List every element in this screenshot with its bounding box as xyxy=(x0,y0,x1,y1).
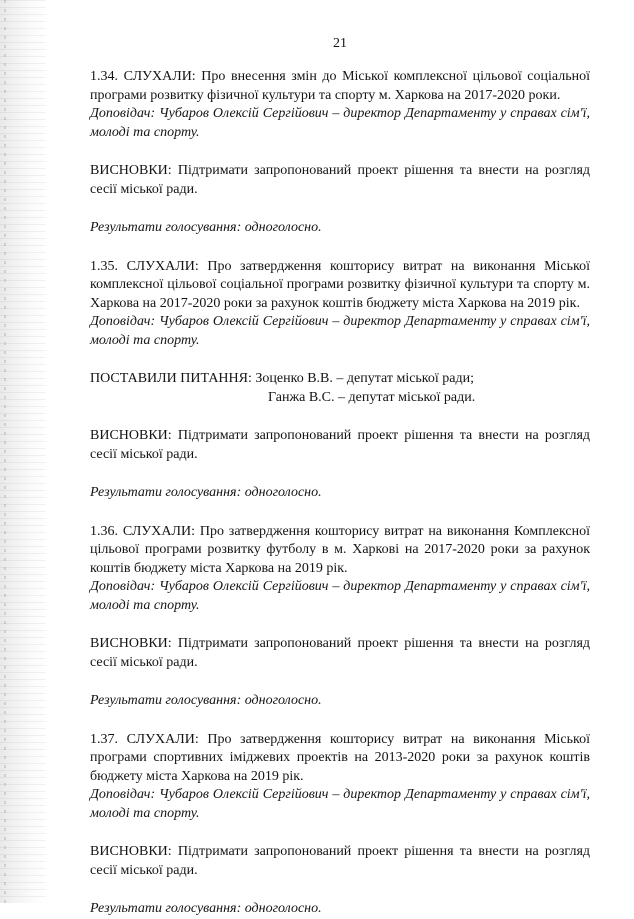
page-number: 21 xyxy=(333,36,347,51)
reporter-line: Доповідач: Чубаров Олексій Сергійович – директор Департаменту у справах сім'ї, молоді та спорту. xyxy=(90,579,590,613)
conclusions-paragraph xyxy=(90,427,590,464)
agenda-item-1-37 xyxy=(90,731,590,919)
voting-result: Результати голосування: одноголосно. xyxy=(90,220,322,235)
agenda-item-1-34 xyxy=(90,68,590,238)
conclusions-label: ВИСНОВКИ: xyxy=(90,844,172,859)
heard-text: Про затвердження кошторису витрат на виконання Комплексної цільової програми розвитку футболу в м. Харкові на 2017-2020 роки за рахунок коштів бюджету міста Харкова на 2019 рік. xyxy=(90,523,591,576)
voting-result: Результати голосування: одноголосно. xyxy=(90,693,322,708)
reporter-line: Доповідач: Чубаров Олексій Сергійович – директор Департаменту у справах сім'ї, молоді та спорту. xyxy=(90,787,590,821)
agenda-item-1-35 xyxy=(90,258,590,503)
voting-result: Результати голосування: одноголосно. xyxy=(90,901,322,916)
conclusions-text: Підтримати запропонований проект рішення та внести на розгляд сесії міської ради. xyxy=(90,428,591,462)
voting-result: Результати голосування: одноголосно. xyxy=(90,485,322,500)
scan-binding-edge xyxy=(0,0,46,903)
questions-block xyxy=(90,370,590,407)
agenda-item-1-36 xyxy=(90,523,590,711)
questions-row xyxy=(90,370,590,389)
heard-label: 1.34. СЛУХАЛИ: xyxy=(90,69,196,84)
minutes-content xyxy=(90,68,590,919)
conclusions-text: Підтримати запропонований проект рішення та внести на розгляд сесії міської ради. xyxy=(90,163,591,197)
questions-label: ПОСТАВИЛИ ПИТАННЯ: xyxy=(90,371,252,386)
conclusions-paragraph xyxy=(90,635,590,672)
reporter-line: Доповідач: Чубаров Олексій Сергійович – директор Департаменту у справах сім'ї, молоді та спорту. xyxy=(90,314,590,348)
heard-label: 1.37. СЛУХАЛИ: xyxy=(90,731,199,747)
questioner-2: Ганжа В.С. – депутат міської ради. xyxy=(268,389,476,405)
conclusions-label: ВИСНОВКИ: xyxy=(90,428,172,443)
heard-text: Про затвердження кошторису витрат на виконання Міської комплексної цільової соціальної програми розвитку фізичної культури та спорту м. Харкова на 2017-2020 роки за рахунок коштів бюджету міста Харкова на 2019 рік. xyxy=(90,258,590,311)
reporter-line: Доповідач: Чубаров Олексій Сергійович – директор Департаменту у справах сім'ї, молоді та спорту. xyxy=(90,106,590,140)
heard-paragraph xyxy=(90,68,590,105)
heard-text: Про затвердження кошторису витрат на виконання Міської програми спортивних іміджевих проектів на 2013-2020 роки за рахунок коштів бюджету міста Харкова на 2019 рік. xyxy=(90,731,590,784)
conclusions-label: ВИСНОВКИ: xyxy=(90,163,172,178)
heard-paragraph xyxy=(90,523,590,579)
questioner-1: Зоценко В.В. – депутат міської ради; xyxy=(255,371,475,386)
heard-label: 1.35. СЛУХАЛИ: xyxy=(90,258,199,274)
conclusions-text: Підтримати запропонований проект рішення та внести на розгляд сесії міської ради. xyxy=(90,636,591,670)
conclusions-label: ВИСНОВКИ: xyxy=(90,636,172,651)
conclusions-text: Підтримати запропонований проект рішення та внести на розгляд сесії міської ради. xyxy=(90,844,591,878)
heard-paragraph xyxy=(90,258,590,314)
conclusions-paragraph xyxy=(90,162,590,199)
heard-text: Про внесення змін до Міської комплексної цільової соціальної програми розвитку фізичної культури та спорту м. Харкова на 2017-2020 роки. xyxy=(90,69,590,103)
heard-paragraph xyxy=(90,731,590,787)
heard-label: 1.36. СЛУХАЛИ: xyxy=(90,523,195,539)
conclusions-paragraph xyxy=(90,843,590,880)
